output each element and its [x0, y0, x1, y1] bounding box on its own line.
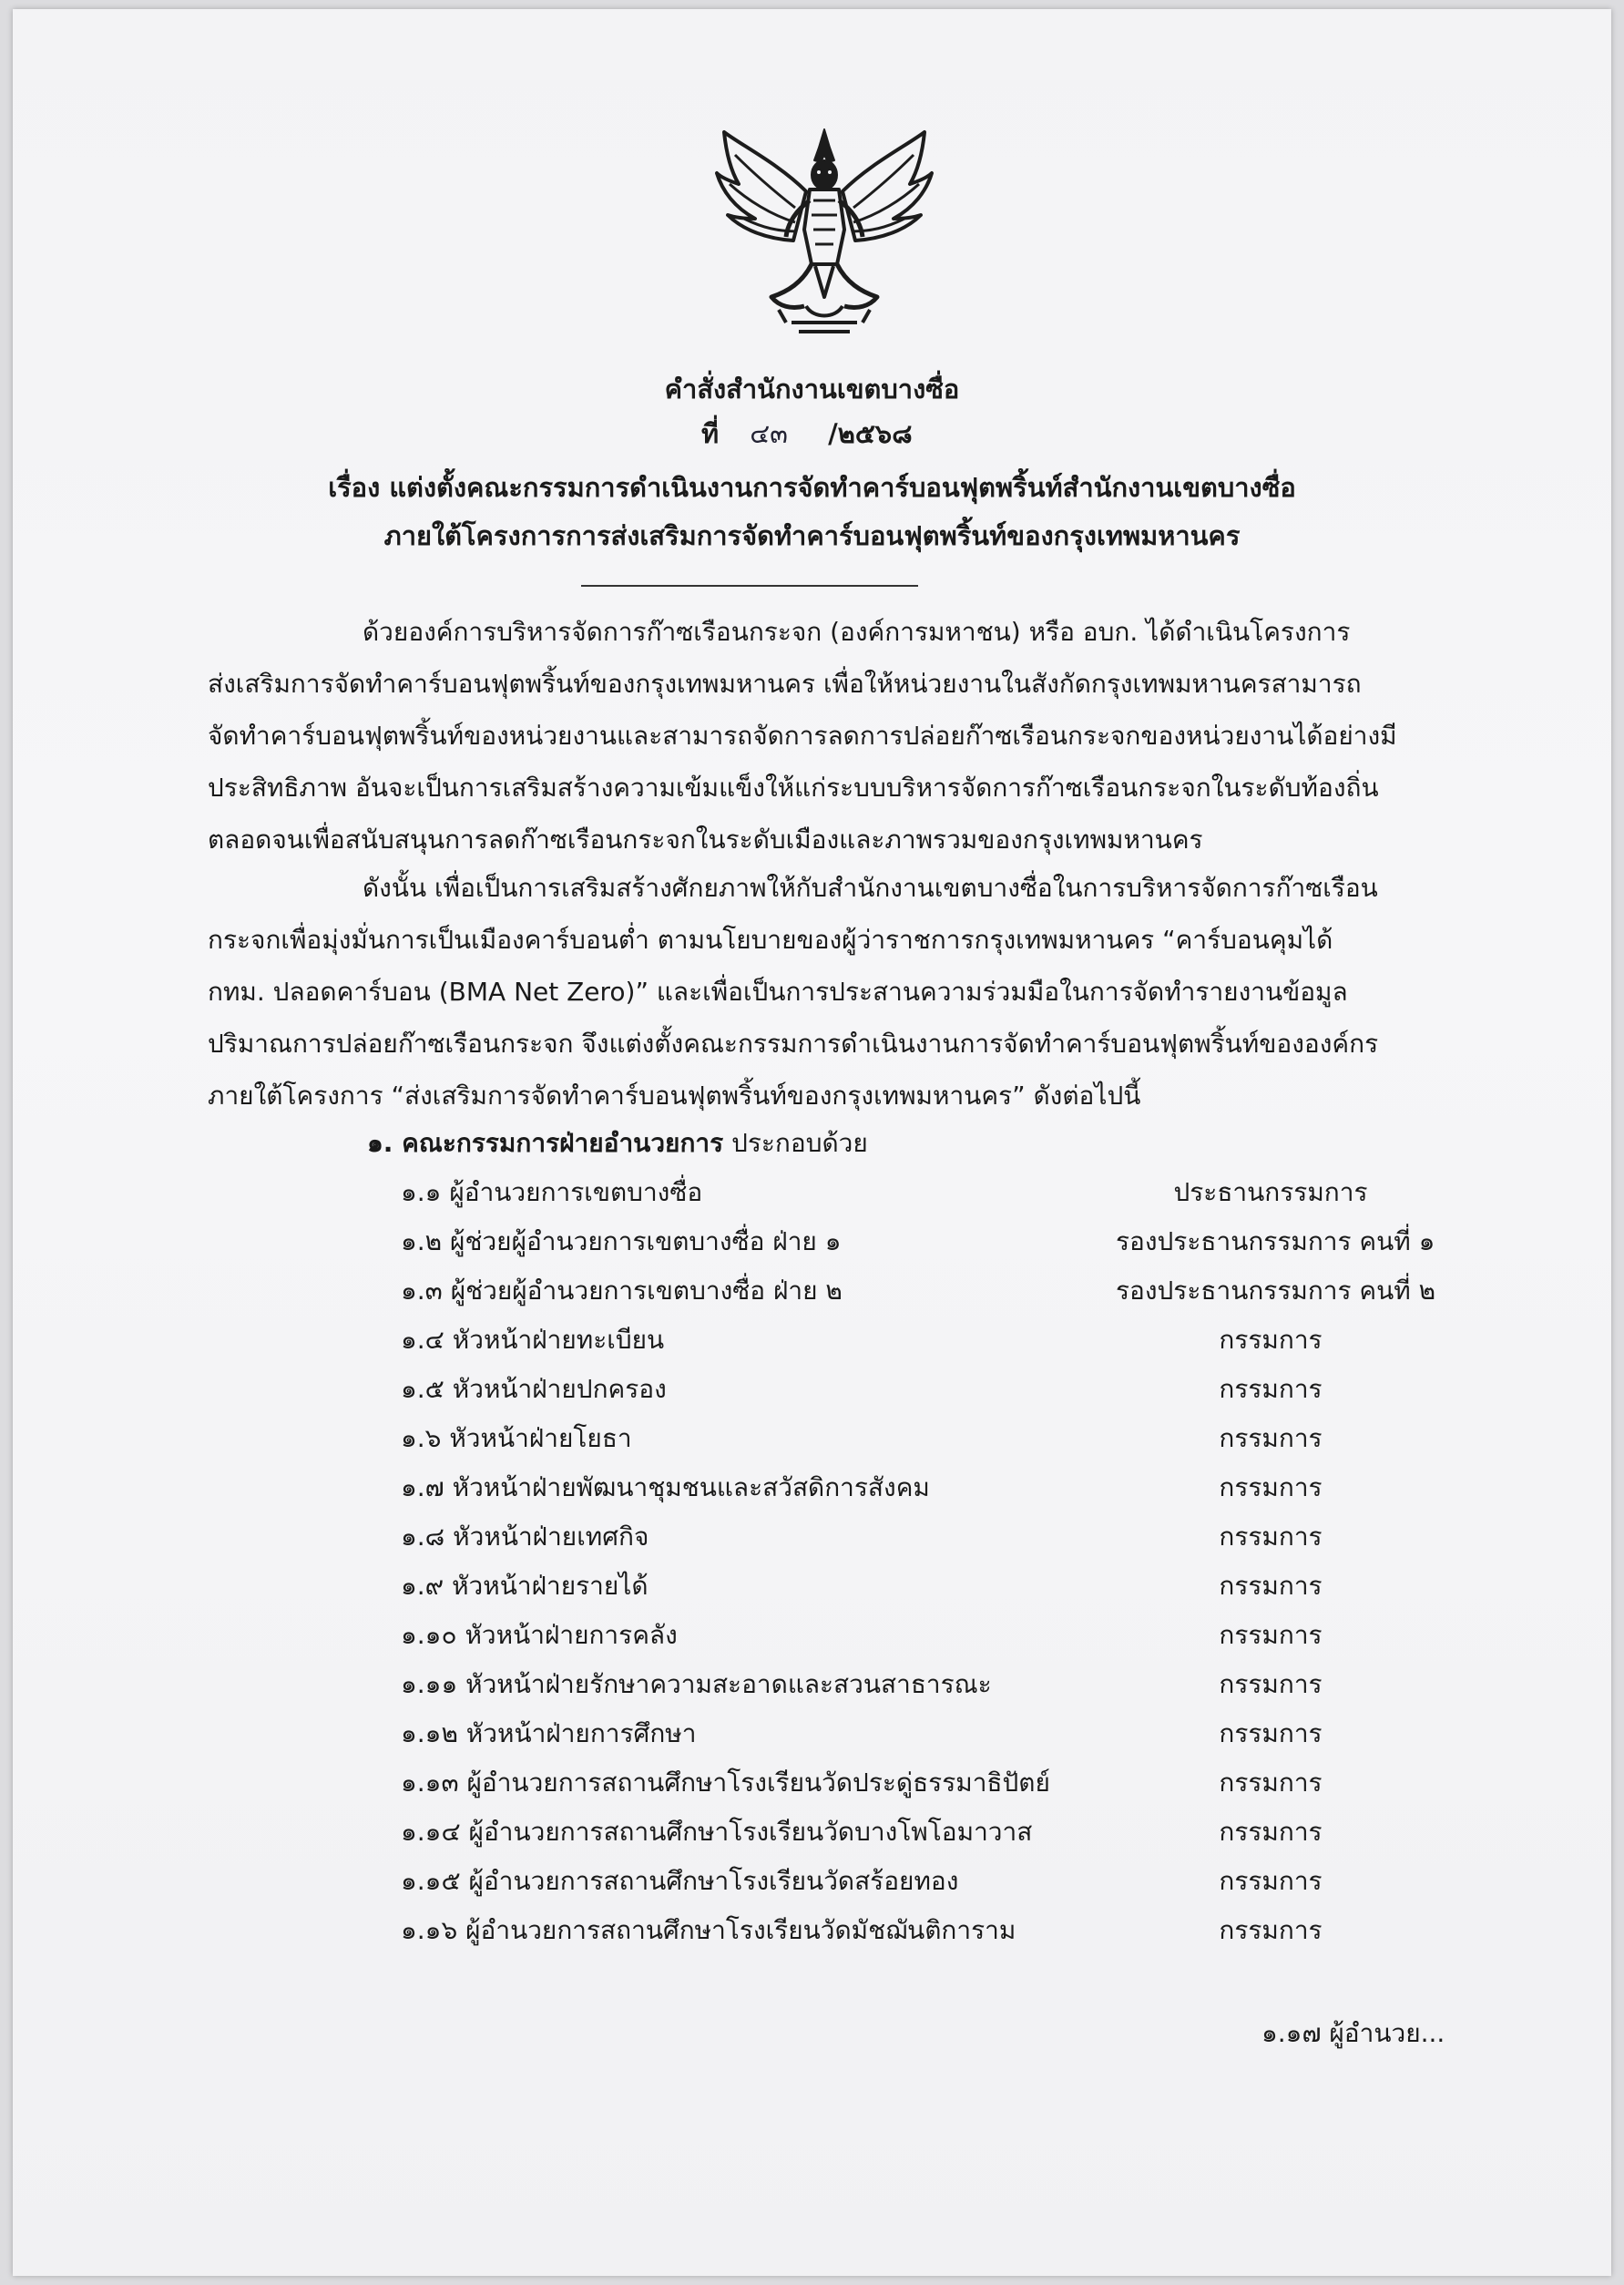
page-continuation: ๑.๑๗ ผู้อำนวย...	[1261, 2018, 1445, 2048]
member-role: กรรมการ	[1219, 1718, 1323, 1748]
member-row	[401, 1812, 1439, 1861]
member-name: ๑.๙ หัวหน้าฝ่ายรายได้	[401, 1571, 649, 1601]
member-row	[401, 1763, 1439, 1812]
paragraph-1-line: ตลอดจนเพื่อสนับสนุนการลดก๊าซเรือนกระจกในระดับเมืองและภาพรวมของกรุงเทพมหานคร	[208, 825, 1203, 855]
member-role: ประธานกรรมการ	[1173, 1177, 1368, 1207]
member-row	[401, 1222, 1439, 1271]
member-role: กรรมการ	[1219, 1866, 1323, 1896]
member-role: กรรมการ	[1219, 1915, 1323, 1945]
member-role: รองประธานกรรมการ คนที่ ๑	[1116, 1226, 1435, 1256]
member-role: กรรมการ	[1219, 1571, 1323, 1601]
member-row	[401, 1665, 1439, 1714]
garuda-emblem	[715, 128, 934, 342]
member-name: ๑.๑๒ หัวหน้าฝ่ายการศึกษา	[401, 1718, 697, 1748]
paragraph-2-line: ภายใต้โครงการ “ส่งเสริมการจัดทำคาร์บอนฟุตพริ้นท์ของกรุงเทพมหานคร” ดังต่อไปนี้	[208, 1081, 1141, 1111]
paragraph-2	[208, 862, 1437, 1122]
member-role: กรรมการ	[1219, 1423, 1323, 1453]
member-row	[401, 1615, 1439, 1665]
member-name: ๑.๔ หัวหน้าฝ่ายทะเบียน	[401, 1325, 665, 1355]
section-1-heading	[367, 1123, 868, 1163]
member-row	[401, 1173, 1439, 1222]
member-name: ๑.๓ ผู้ช่วยผู้อำนวยการเขตบางซื่อ ฝ่าย ๒	[401, 1276, 843, 1306]
paragraph-1-line: ประสิทธิภาพ อันจะเป็นการเสริมสร้างความเข้มแข็งให้แก่ระบบบริหารจัดการก๊าซเรือนกระจกในระดับท้องถิ่น	[208, 773, 1379, 803]
member-name: ๑.๑๓ ผู้อำนวยการสถานศึกษาโรงเรียนวัดประดู่ธรรมาธิปัตย์	[401, 1768, 1050, 1798]
member-row	[401, 1271, 1439, 1320]
member-row	[401, 1369, 1439, 1419]
member-name: ๑.๑ ผู้อำนวยการเขตบางซื่อ	[401, 1177, 703, 1207]
member-row	[401, 1566, 1439, 1615]
member-role: กรรมการ	[1219, 1669, 1323, 1699]
member-role: กรรมการ	[1219, 1325, 1323, 1355]
member-row	[401, 1911, 1439, 1960]
paragraph-1	[208, 606, 1437, 866]
paragraph-2-line: กทม. ปลอดคาร์บอน (BMA Net Zero)” และเพื่อเป็นการประสานความร่วมมือในการจัดทำรายงานข้อมูล	[208, 977, 1348, 1007]
member-role: กรรมการ	[1219, 1817, 1323, 1847]
member-name: ๑.๕ หัวหน้าฝ่ายปกครอง	[401, 1374, 667, 1404]
member-name: ๑.๑๖ ผู้อำนวยการสถานศึกษาโรงเรียนวัดมัชฌันติการาม	[401, 1915, 1016, 1945]
member-role: กรรมการ	[1219, 1620, 1323, 1650]
member-list	[401, 1173, 1439, 1960]
order-number-line	[701, 413, 913, 455]
member-row	[401, 1468, 1439, 1517]
member-role: กรรมการ	[1219, 1472, 1323, 1502]
paragraph-2-line: ปริมาณการปล่อยก๊าซเรือนกระจก จึงแต่งตั้งคณะกรรมการดำเนินงานการจัดทำคาร์บอนฟุตพริ้นท์ขององค์กร	[208, 1029, 1379, 1059]
subject-line-1: เรื่อง แต่งตั้งคณะกรรมการดำเนินงานการจัดทำคาร์บอนฟุตพริ้นท์สำนักงานเขตบางซื่อ	[328, 472, 1296, 503]
paragraph-2-line: กระจกเพื่อมุ่งมั่นการเป็นเมืองคาร์บอนต่ำ ตามนโยบายของผู้ว่าราชการกรุงเทพมหานคร “คาร์บอนคุมได้	[208, 925, 1333, 955]
member-role: กรรมการ	[1219, 1768, 1323, 1798]
order-number-label: ที่	[701, 418, 720, 449]
section-1-heading-bold: ๑. คณะกรรมการฝ่ายอำนวยการ	[367, 1128, 724, 1158]
member-name: ๑.๑๕ ผู้อำนวยการสถานศึกษาโรงเรียนวัดสร้อยทอง	[401, 1866, 959, 1896]
member-name: ๑.๑๑ หัวหน้าฝ่ายรักษาความสะอาดและสวนสาธารณะ	[401, 1669, 992, 1699]
member-name: ๑.๑๔ ผู้อำนวยการสถานศึกษาโรงเรียนวัดบางโพโอมาวาส	[401, 1817, 1033, 1847]
member-name: ๑.๗ หัวหน้าฝ่ายพัฒนาชุมชนและสวัสดิการสังคม	[401, 1472, 930, 1502]
member-role: กรรมการ	[1219, 1374, 1323, 1404]
member-name: ๑.๘ หัวหน้าฝ่ายเทศกิจ	[401, 1522, 649, 1552]
order-title: คำสั่งสำนักงานเขตบางซื่อ	[664, 374, 960, 405]
member-role: กรรมการ	[1219, 1522, 1323, 1552]
member-row	[401, 1419, 1439, 1468]
member-role: รองประธานกรรมการ คนที่ ๒	[1116, 1276, 1436, 1306]
member-row	[401, 1320, 1439, 1369]
paragraph-1-line: ส่งเสริมการจัดทำคาร์บอนฟุตพริ้นท์ของกรุงเทพมหานคร เพื่อให้หน่วยงานในสังกัดกรุงเทพมหานครสามารถ	[208, 669, 1362, 699]
order-number-value: ๔๓	[750, 418, 789, 449]
member-row	[401, 1517, 1439, 1566]
paragraph-1-line: ด้วยองค์การบริหารจัดการก๊าซเรือนกระจก (องค์การมหาชน) หรือ อบก. ได้ดำเนินโครงการ	[363, 617, 1351, 647]
subject-line-2: ภายใต้โครงการการส่งเสริมการจัดทำคาร์บอนฟุตพริ้นท์ของกรุงเทพมหานคร	[383, 520, 1241, 551]
member-name: ๑.๖ หัวหน้าฝ่ายโยธา	[401, 1423, 632, 1453]
member-row	[401, 1861, 1439, 1911]
paragraph-2-line: ดังนั้น เพื่อเป็นการเสริมสร้างศักยภาพให้กับสำนักงานเขตบางซื่อในการบริหารจัดการก๊าซเรือน	[363, 873, 1378, 903]
order-year: /๒๕๖๘	[828, 418, 913, 449]
member-row	[401, 1714, 1439, 1763]
member-name: ๑.๑๐ หัวหน้าฝ่ายการคลัง	[401, 1620, 678, 1650]
paragraph-1-line: จัดทำคาร์บอนฟุตพริ้นท์ของหน่วยงานและสามารถจัดการลดการปล่อยก๊าซเรือนกระจกของหน่วยงานได้อย่างมี	[208, 721, 1397, 751]
member-name: ๑.๒ ผู้ช่วยผู้อำนวยการเขตบางซื่อ ฝ่าย ๑	[401, 1226, 842, 1256]
title-divider	[581, 585, 918, 587]
section-1-heading-rest: ประกอบด้วย	[723, 1128, 868, 1158]
